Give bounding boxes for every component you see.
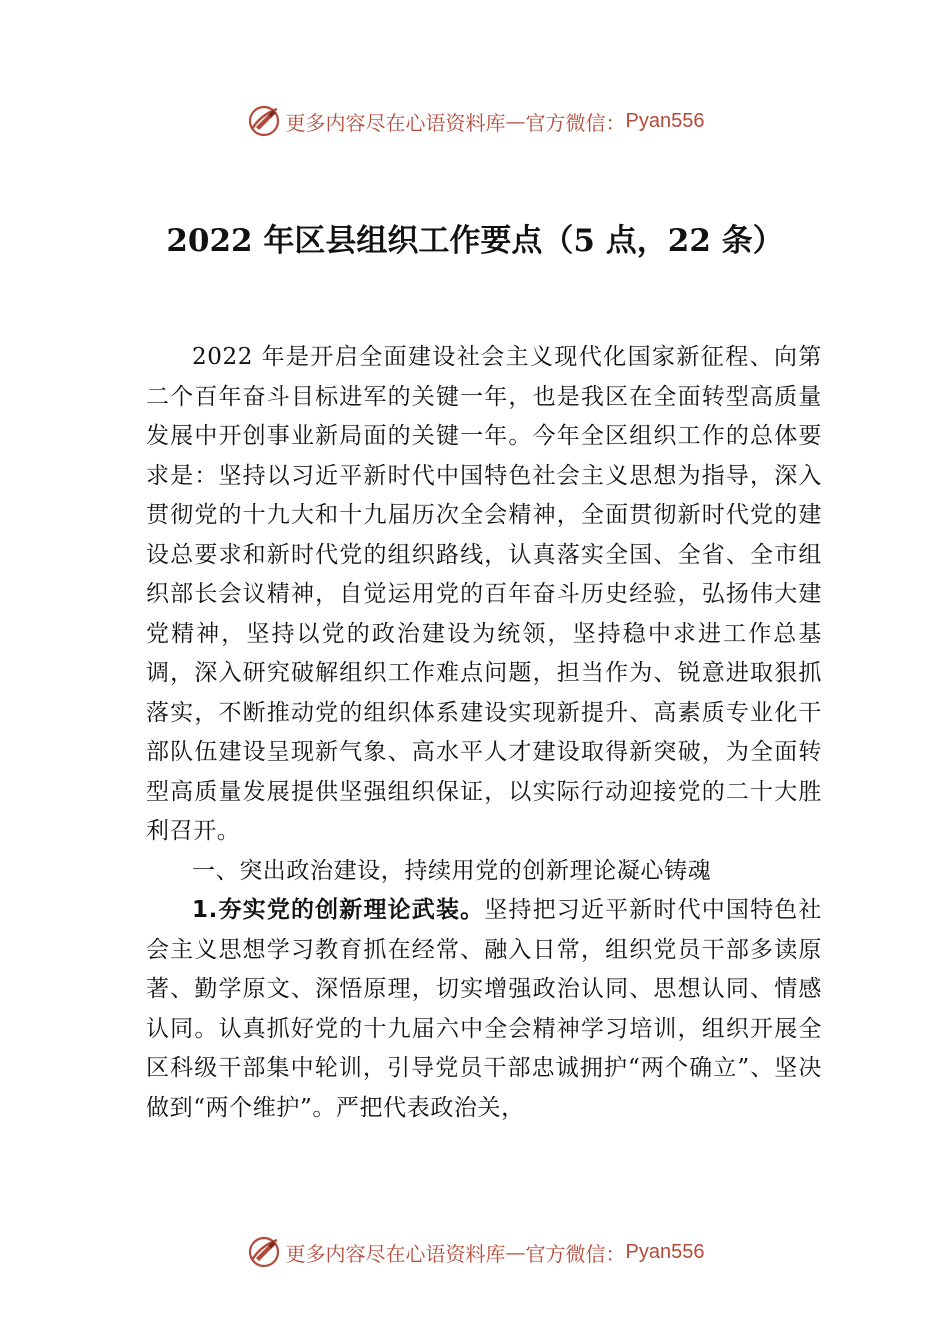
pen-logo-icon — [246, 103, 282, 139]
banner-slogan: 更多内容尽在心语资料库 — [285, 1241, 506, 1266]
banner-dash: — — [505, 109, 526, 133]
footer-banner — [0, 1232, 950, 1272]
banner-slogan: 更多内容尽在心语资料库 — [285, 110, 506, 135]
banner-wechat-id: Pyan556 — [625, 109, 705, 132]
document-title: 2022 年区县组织工作要点（5 点，22 条） — [166, 223, 784, 259]
document-body — [146, 338, 822, 1128]
section-heading-1: 一、突出政治建设，持续用党的创新理论凝心铸魂 — [192, 857, 712, 884]
header-banner — [0, 101, 950, 141]
item-1-lead: 1.夯实党的创新理论武装。 — [192, 897, 485, 923]
pen-logo-icon — [246, 1234, 282, 1270]
item-1-body: 坚持把习近平新时代中国特色社会主义思想学习教育抓在经常、融入日常，组织党员干部多读原著、勤学原文、深悟原理，切实增强政治认同、思想认同、情感认同。认真抓好党的十九届六中全会精神学习培训，组织开展全区科级干部集中轮训，引导党员干部忠诚拥护“两个确立”、坚决做到“两个维护”。严把代表政治关， — [146, 897, 823, 1121]
banner-wechat-label: 官方微信： — [525, 1241, 626, 1266]
item-paragraph-1 — [146, 891, 822, 1128]
banner-dash: — — [505, 1240, 526, 1264]
intro-paragraph: 2022 年是开启全面建设社会主义现代化国家新征程、向第二个百年奋斗目标进军的关键一年，也是我区在全面转型高质量发展中开创事业新局面的关键一年。今年全区组织工作的总体要求是：坚持以习近平新时代中国特色社会主义思想为指导，深入贯彻党的十九大和十九届历次全会精神，全面贯彻新时代党的建设总要求和新时代党的组织路线，认真落实全国、全省、全市组织部长会议精神，自觉运用党的百年奋斗历史经验，弘扬伟大建党精神，坚持以党的政治建设为统领，坚持稳中求进工作总基调，深入研究破解组织工作难点问题，担当作为、锐意进取狠抓落实，不断推动党的组织体系建设实现新提升、高素质专业化干部队伍建设呈现新气象、高水平人才建设取得新突破，为全面转型高质量发展提供坚强组织保证，以实际行动迎接党的二十大胜利召开。 — [146, 344, 822, 844]
banner-wechat-id: Pyan556 — [625, 1240, 705, 1263]
banner-wechat-label: 官方微信： — [525, 110, 626, 135]
